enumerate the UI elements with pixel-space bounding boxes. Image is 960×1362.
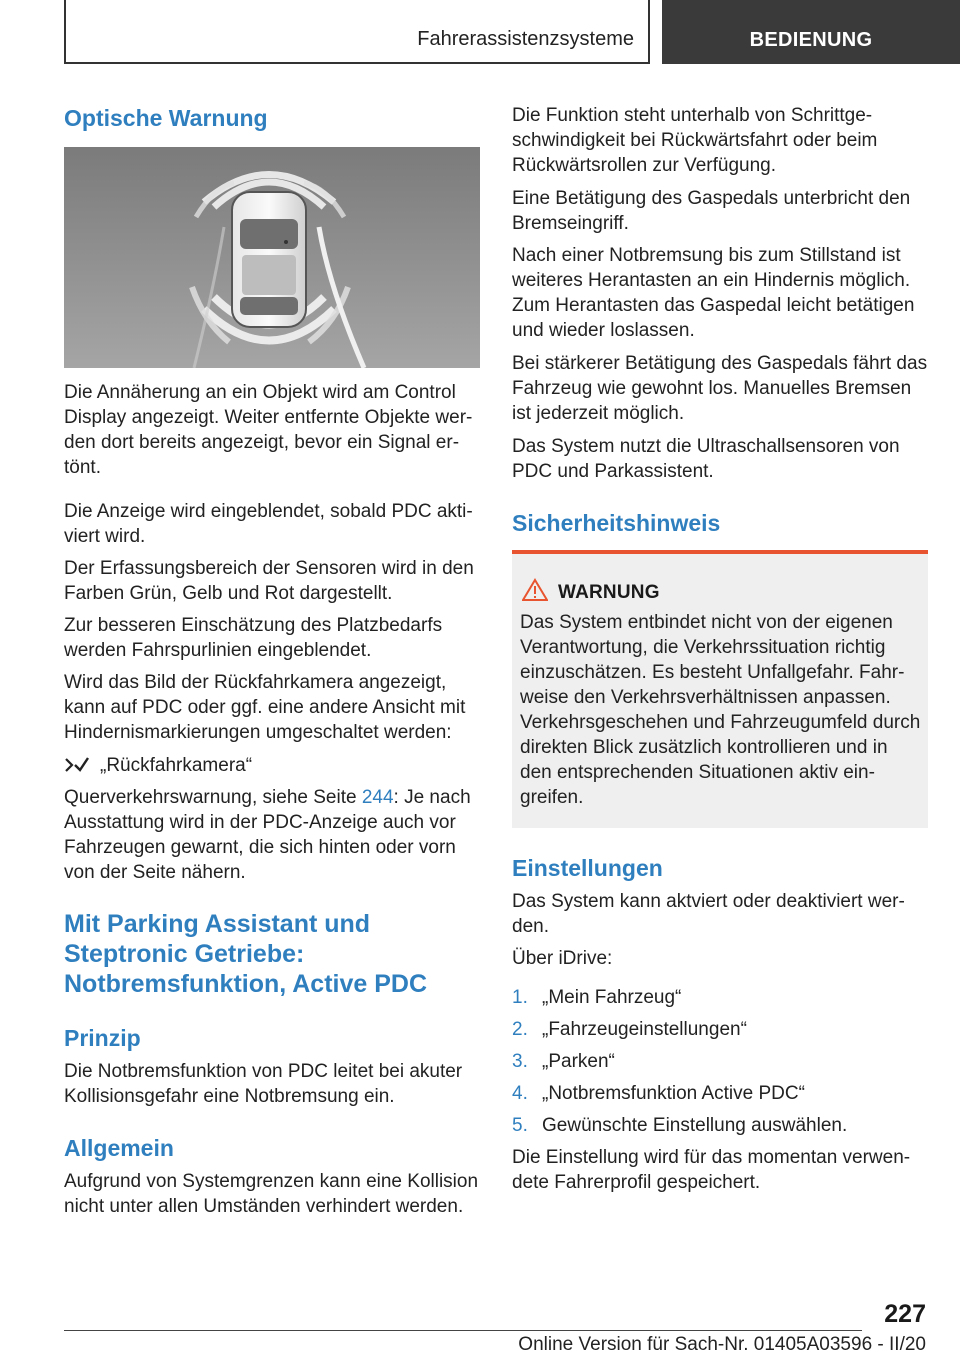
paragraph-querverkehr	[64, 785, 482, 885]
page-number: 227	[884, 1300, 926, 1328]
settings-steps-list	[512, 985, 847, 1145]
paragraph-fahrerprofil: Die Einstellung wird für das momentan verwen‐ dete Fahrerprofil gespeichert.	[512, 1147, 911, 1193]
querverkehr-text-b: : Je nach Ausstattung wird in der PDC-Anzeige auch vor Fahrzeugen gewarnt, die sich hinten oder vorn von der Seite nähern.	[64, 787, 471, 883]
warning-triangle-icon	[522, 578, 548, 602]
heading-sicherheitshinweis: Sicherheitshinweis	[512, 510, 721, 536]
heading-mit-parking-assistant: Mit Parking Assistant und Steptronic Getriebe: Notbremsfunktion, Active PDC	[64, 910, 428, 998]
paragraph-anzeige: Die Anzeige wird eingeblendet, sobald PDC akti‐ viert wird.	[64, 501, 473, 547]
heading-allgemein: Allgemein	[64, 1135, 174, 1161]
footer-online-version: Online Version für Sach-Nr. 01405A03596 - II/20	[518, 1334, 926, 1355]
querverkehr-text-a: Querverkehrswarnung, siehe Seite	[64, 787, 357, 808]
settings-step: 5. Gewünschte Einstellung auswählen.	[512, 1115, 848, 1136]
rueckfahrkamera-option	[64, 753, 482, 779]
heading-prinzip: Prinzip	[64, 1025, 141, 1051]
paragraph-annaeherung: Die Annäherung an ein Objekt wird am Control Display angezeigt. Weiter entfernte Objekte wer‐ den dort bereits angezeigt, bevor ein Signal er‐ tönt.	[64, 382, 473, 478]
header-section-title: Fahrerassistenzsysteme	[417, 28, 634, 50]
paragraph-fahrspurlinien: Zur besseren Einschätzung des Platzbedarfs werden Fahrspurlinien eingeblendet.	[64, 615, 443, 661]
settings-step: 2. „Fahrzeugeinstellungen“	[512, 1019, 747, 1040]
camera-check-icon	[64, 755, 90, 775]
paragraph-rueckfahrkamera: Wird das Bild der Rückfahrkamera angezeigt, kann auf PDC oder ggf. eine andere Ansicht mit Hindernismarkierungen umgeschaltet werden:	[64, 672, 466, 743]
paragraph-staerkere-betaetigung: Bei stärkerer Betätigung des Gaspedals fährt das Fahrzeug wie gewohnt los. Manuelles Bremsen ist jederzeit möglich.	[512, 353, 928, 424]
rueckfahrkamera-label: „Rückfahrkamera“	[100, 755, 253, 776]
parking-sensor-illustration	[64, 147, 480, 368]
paragraph-ueber-idrive: Über iDrive:	[512, 948, 613, 969]
warning-text: Das System entbindet nicht von der eigenen Verantwortung, die Verkehrssituation richtig einzuschätzen. Es besteht Unfallgefahr. Fahr‐ weise den Verkehrsverhältnissen anpassen. Verkehrsgeschehen und Fahrzeugumfeld durch direkten Blick zusätzlich kontrollieren und in den entsprechenden Situationen aktiv ein‐ greifen.	[520, 612, 921, 808]
page-link-244[interactable]: 244	[361, 787, 394, 808]
paragraph-prinzip: Die Notbremsfunktion von PDC leitet bei akuter Kollisionsgefahr eine Notbremsung ein.	[64, 1061, 463, 1107]
pdc-display-figure	[64, 147, 480, 368]
paragraph-allgemein: Aufgrund von Systemgrenzen kann eine Kollision nicht unter allen Umständen verhindert werden.	[64, 1171, 479, 1217]
warning-title: WARNUNG	[558, 582, 660, 603]
paragraph-einstellungen: Das System kann aktviert oder deaktiviert wer‐ den.	[512, 891, 905, 937]
paragraph-gaspedal: Eine Betätigung des Gaspedals unterbricht den Bremseingriff.	[512, 188, 911, 234]
settings-step: 4. „Notbremsfunktion Active PDC“	[512, 1083, 805, 1104]
paragraph-erfassungsbereich: Der Erfassungsbereich der Sensoren wird in den Farben Grün, Gelb und Rot dargestellt.	[64, 558, 474, 604]
footer-divider	[64, 1330, 862, 1331]
header-tab	[662, 0, 960, 64]
paragraph-funktion: Die Funktion steht unterhalb von Schrittge‐ schwindigkeit bei Rückwärtsfahrt oder beim Rückwärtsrollen zur Verfügung.	[512, 105, 878, 176]
header-tab-label: BEDIENUNG	[749, 29, 873, 51]
paragraph-notbremsung: Nach einer Notbremsung bis zum Stillstand ist weiteres Herantasten an ein Hindernis möglich. Zum Herantasten das Gaspedal leicht betätigen und wieder loslassen.	[512, 245, 915, 341]
header-frame	[64, 0, 650, 64]
settings-step: 1. „Mein Fahrzeug“	[512, 987, 682, 1008]
settings-step: 3. „Parken“	[512, 1051, 615, 1072]
warning-box	[512, 550, 928, 828]
paragraph-ultraschallsensoren: Das System nutzt die Ultraschallsensoren von PDC und Parkassistent.	[512, 436, 900, 482]
heading-einstellungen: Einstellungen	[512, 855, 663, 881]
heading-optische-warnung: Optische Warnung	[64, 105, 268, 131]
